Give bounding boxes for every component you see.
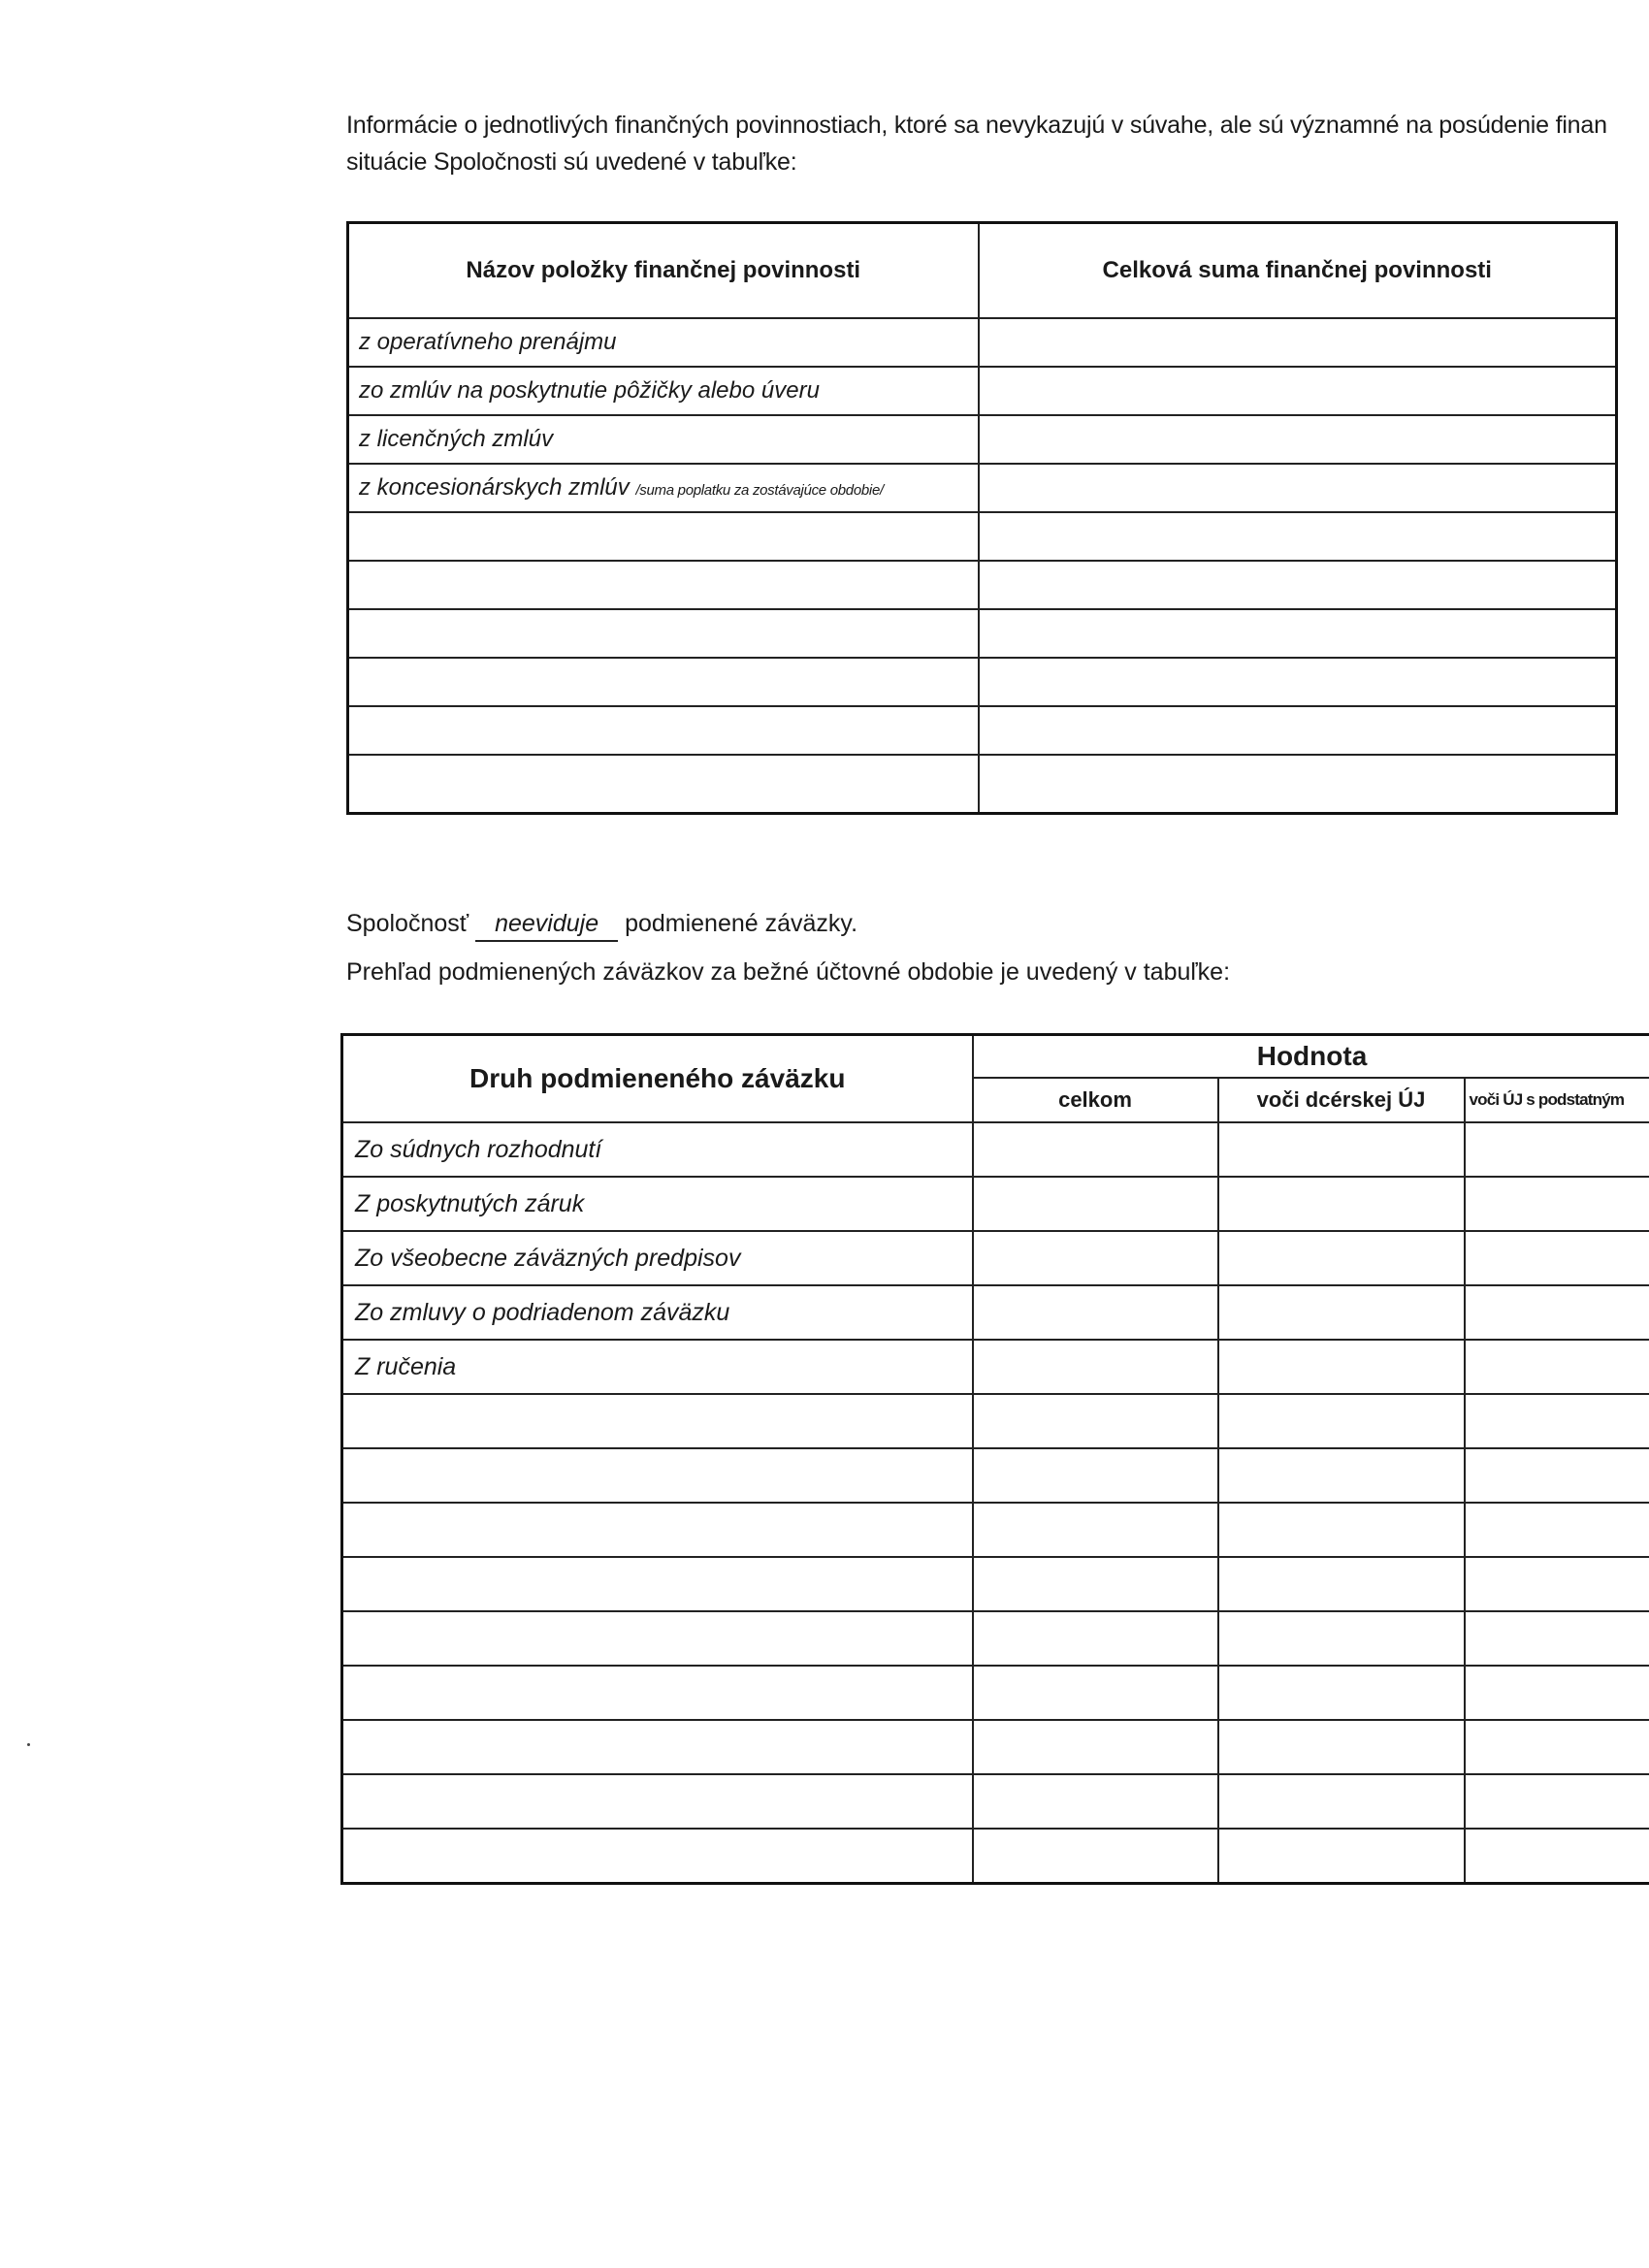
intro-line-2: situácie Spoločnosti sú uvedené v tabuľke: — [346, 148, 797, 176]
row-label: Zo všeobecne záväzných predpisov — [342, 1231, 973, 1285]
table-row — [342, 1666, 1649, 1720]
amount-cell[interactable] — [979, 415, 1617, 464]
value-cell[interactable] — [1218, 1829, 1465, 1884]
value-cell[interactable] — [1465, 1503, 1649, 1557]
table-row — [342, 1557, 1649, 1611]
value-cell[interactable] — [973, 1774, 1218, 1829]
row-label: zo zmlúv na poskytnutie pôžičky alebo úveru — [348, 367, 979, 415]
table-row — [342, 1448, 1649, 1503]
value-cell[interactable] — [973, 1557, 1218, 1611]
table-row — [342, 1231, 1649, 1285]
amount-cell[interactable] — [979, 658, 1617, 706]
value-cell[interactable] — [1218, 1394, 1465, 1448]
value-cell[interactable] — [973, 1666, 1218, 1720]
value-cell[interactable] — [1218, 1177, 1465, 1231]
value-cell[interactable] — [973, 1231, 1218, 1285]
empty-cell[interactable] — [348, 706, 979, 755]
table-row — [342, 1122, 1649, 1177]
value-cell[interactable] — [973, 1285, 1218, 1340]
table-row — [348, 658, 1617, 706]
table-row — [348, 464, 1617, 512]
subheader-total: celkom — [973, 1078, 1218, 1122]
table-row — [348, 512, 1617, 561]
value-cell[interactable] — [973, 1829, 1218, 1884]
value-cell[interactable] — [1218, 1666, 1465, 1720]
value-cell[interactable] — [973, 1122, 1218, 1177]
table-row — [348, 561, 1617, 609]
header-value-group: Hodnota — [973, 1035, 1649, 1079]
row-label-text: z koncesionárskych zmlúv — [359, 474, 630, 501]
table-row — [342, 1720, 1649, 1774]
empty-cell[interactable] — [342, 1503, 973, 1557]
table-header-row — [348, 223, 1617, 319]
empty-cell[interactable] — [342, 1829, 973, 1884]
table-row — [342, 1340, 1649, 1394]
intro-paragraph — [346, 107, 1649, 180]
value-cell[interactable] — [1218, 1448, 1465, 1503]
table-row — [342, 1394, 1649, 1448]
value-cell[interactable] — [1465, 1557, 1649, 1611]
value-cell[interactable] — [1218, 1557, 1465, 1611]
empty-cell[interactable] — [348, 755, 979, 814]
empty-cell[interactable] — [342, 1720, 973, 1774]
amount-cell[interactable] — [979, 609, 1617, 658]
row-label: z operatívneho prenájmu — [348, 318, 979, 367]
value-cell[interactable] — [973, 1394, 1218, 1448]
amount-cell[interactable] — [979, 561, 1617, 609]
table-row — [342, 1611, 1649, 1666]
table-row — [348, 415, 1617, 464]
value-cell[interactable] — [1218, 1503, 1465, 1557]
empty-cell[interactable] — [342, 1611, 973, 1666]
table-row — [348, 755, 1617, 814]
empty-cell[interactable] — [342, 1394, 973, 1448]
intro-line-1: Informácie o jednotlivých finančných povinnostiach, ktoré sa nevykazujú v súvahe, ale sú významné na posúdenie finan — [346, 112, 1607, 139]
value-cell[interactable] — [1465, 1177, 1649, 1231]
value-cell[interactable] — [1218, 1611, 1465, 1666]
overview-sentence: Prehľad podmienených záväzkov za bežné účtovné obdobie je uvedený v tabuľke: — [346, 958, 1231, 986]
contingent-liabilities-table — [340, 1033, 1649, 1885]
scan-speck — [27, 1743, 30, 1746]
table-row — [348, 367, 1617, 415]
amount-cell[interactable] — [979, 318, 1617, 367]
value-cell[interactable] — [1465, 1122, 1649, 1177]
value-cell[interactable] — [973, 1448, 1218, 1503]
value-cell[interactable] — [1465, 1611, 1649, 1666]
empty-cell[interactable] — [342, 1774, 973, 1829]
value-cell[interactable] — [1465, 1285, 1649, 1340]
header-item-name: Názov položky finančnej povinnosti — [348, 223, 979, 319]
row-label: Zo zmluvy o podriadenom záväzku — [342, 1285, 973, 1340]
row-label: Z poskytnutých záruk — [342, 1177, 973, 1231]
table-row — [342, 1829, 1649, 1884]
table-row — [348, 609, 1617, 658]
subheader-subsidiary: voči dcérskej ÚJ — [1218, 1078, 1465, 1122]
value-cell[interactable] — [973, 1611, 1218, 1666]
table-row — [342, 1774, 1649, 1829]
value-cell[interactable] — [973, 1340, 1218, 1394]
empty-cell[interactable] — [348, 609, 979, 658]
value-cell[interactable] — [1465, 1394, 1649, 1448]
value-cell[interactable] — [973, 1503, 1218, 1557]
value-cell[interactable] — [1465, 1231, 1649, 1285]
value-cell[interactable] — [1465, 1829, 1649, 1884]
empty-cell[interactable] — [342, 1666, 973, 1720]
table-row — [342, 1285, 1649, 1340]
header-liability-type: Druh podmieneného záväzku — [342, 1035, 973, 1123]
empty-cell[interactable] — [348, 561, 979, 609]
empty-cell[interactable] — [348, 512, 979, 561]
value-cell[interactable] — [1218, 1122, 1465, 1177]
value-cell[interactable] — [1465, 1720, 1649, 1774]
statement-sentence — [346, 907, 857, 942]
row-label-note: /suma poplatku za zostávajúce obdobie/ — [635, 482, 884, 499]
value-cell[interactable] — [1218, 1285, 1465, 1340]
statement-after: podmienené záväzky. — [625, 910, 858, 937]
empty-cell[interactable] — [348, 658, 979, 706]
subheader-significant-influence: voči ÚJ s podstatným — [1465, 1078, 1649, 1122]
row-label: z licenčných zmlúv — [348, 415, 979, 464]
table-row — [348, 318, 1617, 367]
value-cell[interactable] — [973, 1720, 1218, 1774]
value-cell[interactable] — [1465, 1666, 1649, 1720]
table-header-row — [342, 1035, 1649, 1079]
row-label — [348, 464, 979, 512]
financial-obligations-table — [346, 221, 1618, 815]
row-label: Zo súdnych rozhodnutí — [342, 1122, 973, 1177]
table-row — [348, 706, 1617, 755]
value-cell[interactable] — [973, 1177, 1218, 1231]
amount-cell[interactable] — [979, 755, 1617, 814]
amount-cell[interactable] — [979, 512, 1617, 561]
amount-cell[interactable] — [979, 464, 1617, 512]
table-row — [342, 1503, 1649, 1557]
statement-filled-word: neeviduje — [475, 907, 618, 942]
empty-cell[interactable] — [342, 1557, 973, 1611]
value-cell[interactable] — [1465, 1340, 1649, 1394]
amount-cell[interactable] — [979, 706, 1617, 755]
value-cell[interactable] — [1218, 1720, 1465, 1774]
value-cell[interactable] — [1465, 1448, 1649, 1503]
empty-cell[interactable] — [342, 1448, 973, 1503]
value-cell[interactable] — [1465, 1774, 1649, 1829]
value-cell[interactable] — [1218, 1774, 1465, 1829]
value-cell[interactable] — [1218, 1231, 1465, 1285]
row-label: Z ručenia — [342, 1340, 973, 1394]
table-row — [342, 1177, 1649, 1231]
statement-before: Spoločnosť — [346, 910, 469, 937]
value-cell[interactable] — [1218, 1340, 1465, 1394]
header-total-amount: Celková suma finančnej povinnosti — [979, 223, 1617, 319]
amount-cell[interactable] — [979, 367, 1617, 415]
